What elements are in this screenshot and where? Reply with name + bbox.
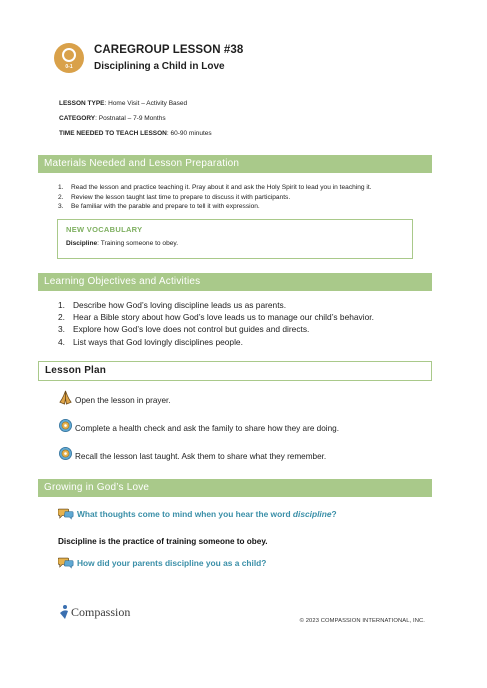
vocab-title: NEW VOCABULARY <box>66 225 143 234</box>
gear-icon <box>58 446 73 461</box>
compassion-wordmark: Compassion <box>71 605 131 619</box>
vocab-definition: Discipline: Training someone to obey. <box>66 240 179 247</box>
list-item: 2. Review the lesson taught last time to prepare to discuss it with participants. <box>58 193 291 201</box>
section-materials-heading: Materials Needed and Lesson Preparation <box>38 155 432 173</box>
lesson-subtitle: Disciplining a Child in Love <box>94 61 225 72</box>
section-growing-heading: Growing in God’s Love <box>38 479 432 497</box>
speech-bubbles-icon <box>58 556 74 569</box>
speech-bubbles-icon <box>58 507 74 520</box>
age-badge-icon <box>54 43 84 73</box>
praying-hands-icon <box>58 390 73 405</box>
lesson-title: CAREGROUP LESSON #38 <box>94 44 244 56</box>
compassion-logo <box>58 604 130 620</box>
materials-list <box>58 183 372 212</box>
meta-category: CATEGORY: Postnatal – 7-9 Months <box>59 115 166 122</box>
copyright-notice: © 2023 COMPASSION INTERNATIONAL, INC. <box>299 618 425 624</box>
new-vocabulary-box <box>57 219 413 259</box>
meta-lesson-type: LESSON TYPE: Home Visit – Activity Based <box>59 100 188 107</box>
discipline-statement: Discipline is the practice of training someone to obey. <box>58 537 268 546</box>
plan-item-health-check: Complete a health check and ask the family to share how they are doing. <box>58 418 339 433</box>
gear-icon <box>58 418 73 433</box>
section-objectives-heading: Learning Objectives and Activities <box>38 273 432 291</box>
compassion-figure-icon <box>58 604 70 620</box>
lesson-header <box>54 42 243 73</box>
plan-item-prayer: Open the lesson in prayer. <box>58 390 171 405</box>
badge-age-label: 0-1 <box>65 64 73 70</box>
objectives-list <box>58 299 374 348</box>
meta-time: TIME NEEDED TO TEACH LESSON: 60-90 minutes <box>59 130 212 137</box>
list-item: 1. Read the lesson and practice teaching it. Pray about it and ask the Holy Spirit to lead you in teaching it. <box>58 184 372 191</box>
list-item: 3. Explore how God’s love does not control but guides and directs. <box>58 324 310 335</box>
plan-item-recall: Recall the lesson last taught. Ask them to share what they remember. <box>58 446 326 461</box>
discussion-question-2: How did your parents discipline you as a child? <box>58 556 266 569</box>
list-item: 4. List ways that God lovingly disciplines people. <box>58 336 243 347</box>
lesson-meta <box>59 96 212 141</box>
list-item: 1. Describe how God’s loving discipline leads us as parents. <box>58 300 287 310</box>
discussion-question-1: What thoughts come to mind when you hear the word discipline? <box>58 507 337 520</box>
list-item: 2. Hear a Bible story about how God’s love leads us to manage our child’s behavior. <box>58 312 374 323</box>
section-plan-heading: Lesson Plan <box>38 361 432 381</box>
list-item: 3. Be familiar with the parable and prepare to tell it with expression. <box>58 203 260 211</box>
